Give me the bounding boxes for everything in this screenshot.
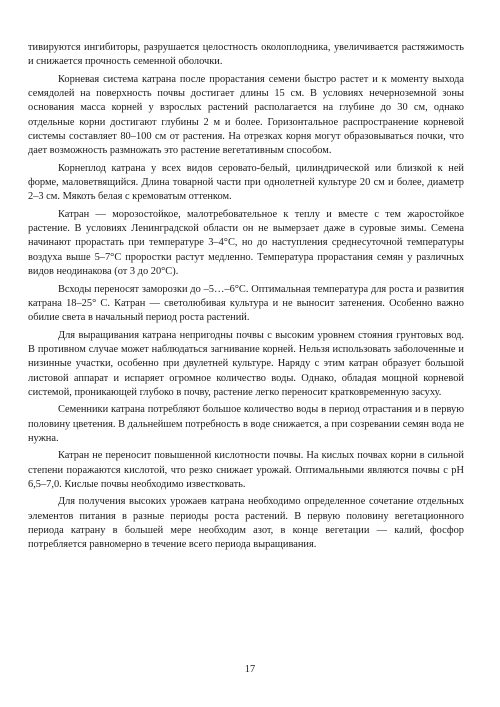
paragraph-seedlings: Всходы переносят заморозки до –5…–6°С. Оптимальная температура для роста и развития катрана 18–25° С. Катран — светолюбивая культура и не выносит затенения. Особенно важно обилие света в начальный период роста растений. (28, 283, 464, 324)
paragraph-soil-water: Для выращивания катрана непригодны почвы с высоким уровнем стояния грунтовых вод. В противном случае может наблюдаться загнивание корней. Нельзя использовать заболоченные и низинные участки, особенно при двулетней культуре. Наряду с этим катран образует большой листовой аппарат и испаряет огромное количество воды. Однако, обладая мощной корневой системой, проникающей глубоко в почву, растение легко переносит кратковременную засуху. (28, 329, 464, 398)
paragraph-frost-resistance: Катран — морозостойкое, малотребовательное к теплу и вместе с тем жаростойкое растение. В условиях Ленинградской области он не вымерзает даже в суровые зимы. Семена начинают прорастать при температуре 3–4°С, но до наступления среднесуточной температуры воздуха выше 5–7°С проростки растут медленно. Температура прорастания семян у различных видов неодинакова (от 3 до 20°С). (28, 208, 464, 278)
paragraph-nutrition: Для получения высоких урожаев катрана необходимо определенное сочетание отдельных элементов питания в разные периоды роста растений. В первую половину вегетационного периода катрану в большей мере необходим азот, в конце вегетации — калий, фосфор потребляется равномерно в течение всего периода выращивания. (28, 496, 464, 551)
page-number: 17 (244, 664, 256, 675)
paragraph-continuation: тивируются ингибиторы, разрушается целостность околоплодника, увеличивается растяжимость и снижается прочность семенной оболочки. (28, 42, 464, 68)
paragraph-root-crop: Корнеплод катрана у всех видов серовато-белый, цилиндрической или близкой к ней форме, маловетвящийся. Длина товарной части при однолетней культуре 20 см и более, диаметр 2–3 см. Мякоть белая с кремоватым оттенком. (28, 162, 464, 203)
paragraph-seed-plants: Семенники катрана потребляют большое количество воды в период отрастания и в первую половину цветения. В дальнейшем потребность в воде снижается, а при созревании семян вода не нужна. (28, 404, 464, 444)
paragraph-root-system: Корневая система катрана после прорастания семени быстро растет и к моменту выхода семядолей на поверхность почвы достигает длины 15 см. В условиях нечерноземной зоны основания масса корней у взрослых растений располагается на глубине до 30 см, однако отдельные корни достигают глубины 2 м и более. Горизонтальное распространение корневой системы составляет 80–100 см от растения. На отрезках корня могут образовываться почки, что дает возможность размножать это растение вегетативным способом. (28, 73, 464, 157)
paragraph-soil-acidity: Катран не переносит повышенной кислотности почвы. На кислых почвах корни в сильной степени поражаются кислотой, что резко снижает урожай. Оптимальными являются почвы с рН 6,5–7,0. Кислые почвы необходимо известковать. (28, 450, 464, 490)
body-text (28, 41, 464, 556)
